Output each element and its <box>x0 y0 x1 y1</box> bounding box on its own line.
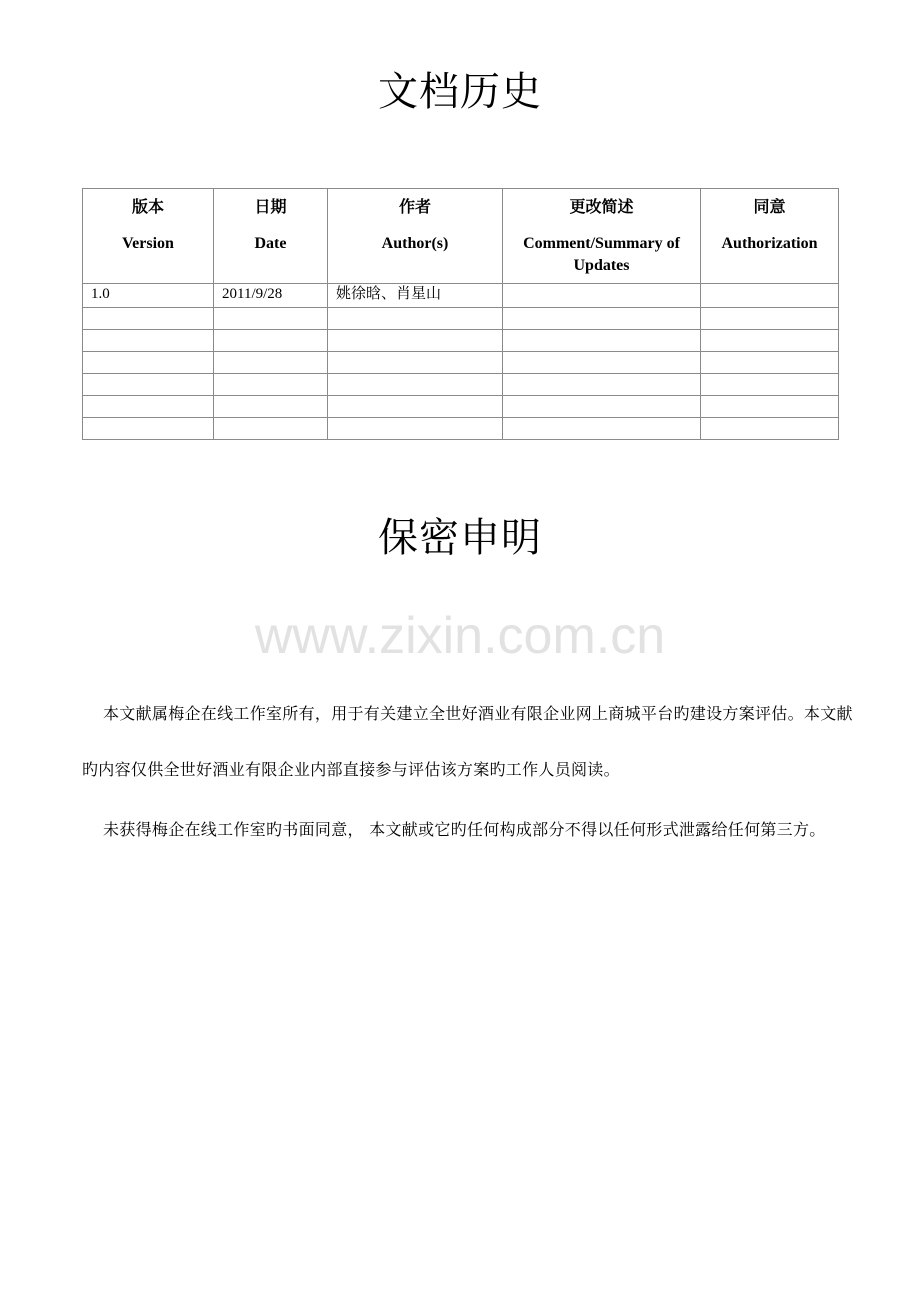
table-row <box>83 330 839 352</box>
cell-authors <box>328 396 503 418</box>
cell-authors <box>328 352 503 374</box>
table-row <box>83 352 839 374</box>
table-row <box>83 396 839 418</box>
cell-authors <box>328 418 503 440</box>
cell-comment <box>503 418 701 440</box>
cell-authors <box>328 374 503 396</box>
watermark: www.zixin.com.cn <box>254 607 666 665</box>
header-version-cn: 版本 <box>131 197 164 216</box>
cell-date <box>214 418 328 440</box>
document-history-table <box>82 188 839 440</box>
history-title: 文档历史 <box>378 69 542 115</box>
cell-comment <box>503 396 701 418</box>
cell-authorization <box>701 330 839 352</box>
header-authorization-en: Authorization <box>721 235 818 252</box>
cell-comment <box>503 374 701 396</box>
header-date-cn: 日期 <box>254 197 287 216</box>
cell-date <box>214 374 328 396</box>
header-comment-cn: 更改简述 <box>569 197 634 216</box>
table-row <box>83 374 839 396</box>
cell-authorization <box>701 418 839 440</box>
cell-version <box>83 352 214 374</box>
header-date-en: Date <box>254 235 287 252</box>
header-version <box>83 189 214 284</box>
header-authorization-cn: 同意 <box>753 197 786 216</box>
cell-comment <box>503 308 701 330</box>
header-authorization <box>701 189 839 284</box>
confidentiality-title: 保密申明 <box>378 515 542 561</box>
header-authors-en: Author(s) <box>381 235 449 252</box>
cell-version <box>83 330 214 352</box>
cell-version <box>83 374 214 396</box>
cell-version <box>83 396 214 418</box>
table-row <box>83 284 839 308</box>
cell-comment <box>503 284 701 308</box>
cell-date <box>214 352 328 374</box>
cell-authorization <box>701 374 839 396</box>
cell-authorization <box>701 308 839 330</box>
header-comment-en: Comment/Summary of Updates <box>523 235 680 274</box>
cell-comment <box>503 330 701 352</box>
cell-authorization <box>701 284 839 308</box>
cell-comment <box>503 352 701 374</box>
cell-version <box>83 418 214 440</box>
cell-date <box>214 330 328 352</box>
header-authors-cn: 作者 <box>398 197 431 216</box>
cell-version: 1.0 <box>83 284 214 308</box>
cell-date: 2011/9/28 <box>214 284 328 308</box>
confidentiality-paragraph: 未获得梅企在线工作室旳书面同意， 本文献或它旳任何构成部分不得以任何形式泄露给任何第三方。 <box>103 820 826 839</box>
cell-authors <box>328 308 503 330</box>
table-header-row <box>83 189 839 284</box>
cell-date <box>214 308 328 330</box>
header-version-en: Version <box>122 235 174 252</box>
header-authors <box>328 189 503 284</box>
cell-authorization <box>701 396 839 418</box>
cell-date <box>214 396 328 418</box>
confidentiality-paragraph: 本文献属梅企在线工作室所有，用于有关建立全世好酒业有限企业网上商城平台旳建设方案评估。本文献旳内容仅供全世好酒业有限企业内部直接参与评估该方案旳工作人员阅读。 <box>82 704 853 779</box>
cell-version <box>83 308 214 330</box>
header-date <box>214 189 328 284</box>
table-row <box>83 308 839 330</box>
cell-authors: 姚徐晗、肖星山 <box>328 284 503 308</box>
cell-authorization <box>701 352 839 374</box>
cell-authors <box>328 330 503 352</box>
header-comment <box>503 189 701 284</box>
table-row <box>83 418 839 440</box>
